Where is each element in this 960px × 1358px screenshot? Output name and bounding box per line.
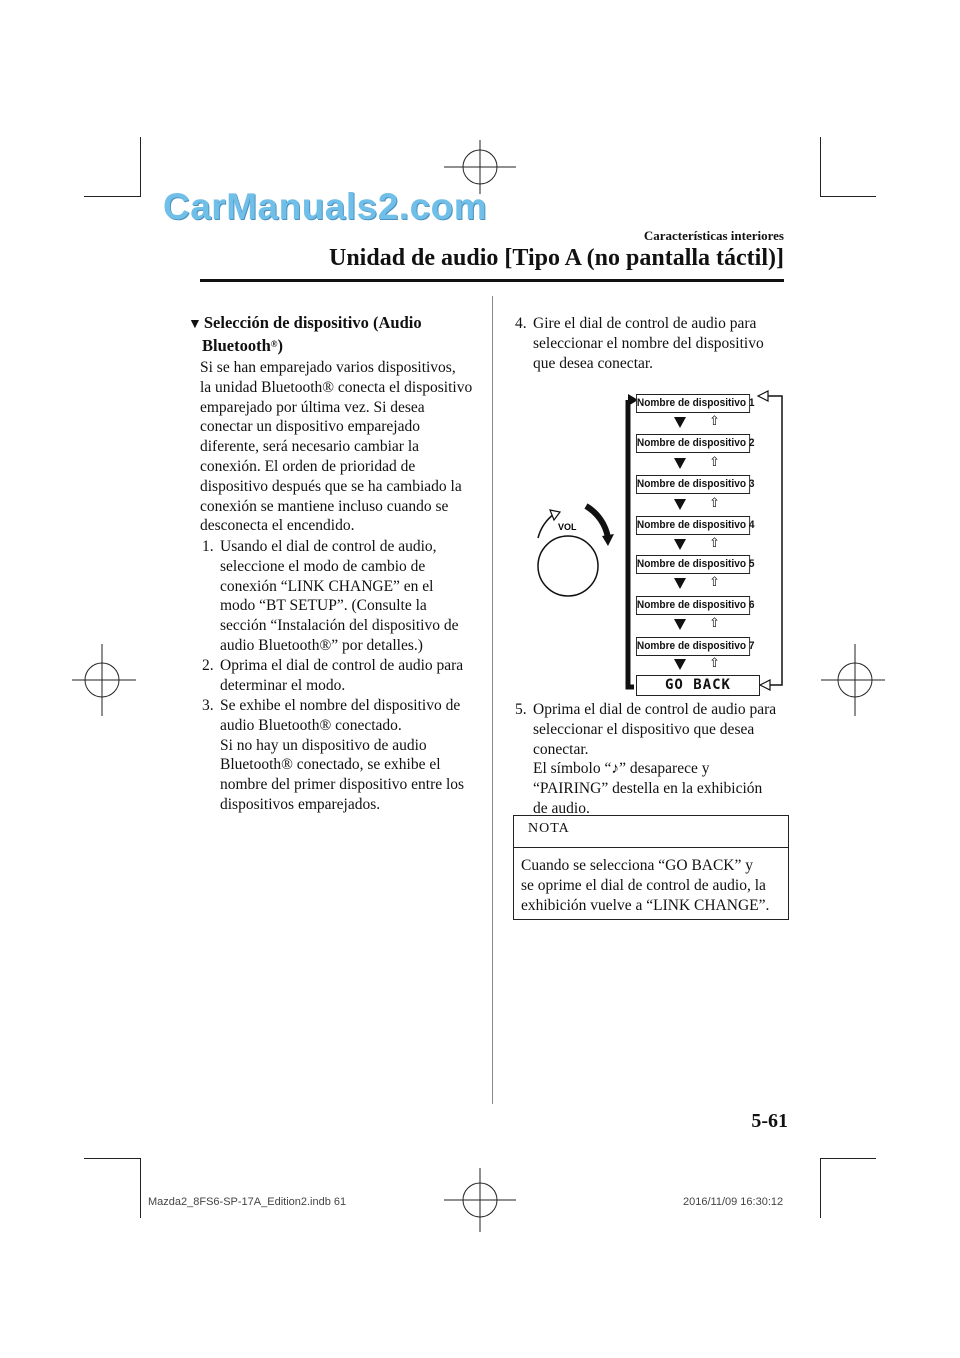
device-item-2: Nombre de dispositivo 2 — [636, 434, 750, 453]
device-item-3: Nombre de dispositivo 3 — [636, 475, 750, 494]
page-number: 5-61 — [751, 1110, 788, 1132]
arrow-down-icon — [674, 619, 686, 630]
arrow-down-icon — [674, 659, 686, 670]
note-divider — [513, 847, 789, 848]
registration-mark-bottom — [440, 1160, 520, 1240]
device-item-6: Nombre de dispositivo 6 — [636, 596, 750, 615]
vol-label: VOL — [558, 522, 577, 532]
arrow-up-outline-icon: ⇧ — [709, 414, 720, 429]
arrow-down-icon — [674, 458, 686, 469]
column-divider — [492, 296, 493, 1104]
device-item-7: Nombre de dispositivo 7 — [636, 637, 750, 656]
watermark-logo[interactable]: CarManuals2.com — [163, 186, 488, 227]
device-item-1: Nombre de dispositivo 1 — [636, 394, 750, 413]
arrow-down-icon — [674, 417, 686, 428]
intro-paragraph: Si se han emparejado varios dispositivos, la unidad Bluetooth® conecta el dispositivo emparejado por última vez. Si desea conectar un dispositivo emparejado diferente, será necesario cambiar la conexión. El orden de prioridad de dispositivo después que se ha cambiado la conexión se mantiene incluso cuando se desconecta el encendido. — [200, 359, 473, 535]
arrow-up-outline-icon: ⇧ — [709, 536, 720, 551]
device-item-4: Nombre de dispositivo 4 — [636, 516, 750, 535]
arrow-up-outline-icon: ⇧ — [709, 656, 720, 671]
device-item-5: Nombre de dispositivo 5 — [636, 555, 750, 574]
registration-mark-left — [62, 640, 142, 720]
section-label: Características interiores — [643, 228, 784, 243]
triangle-down-icon: ▼ — [188, 317, 202, 332]
title-rule — [200, 279, 784, 282]
footer-timestamp: 2016/11/09 16:30:12 — [683, 1196, 784, 1208]
section-heading: ▼ Selección de dispositivo (Audio Bluetooth®) — [188, 313, 422, 355]
arrow-down-icon — [674, 578, 686, 589]
arrow-down-icon — [674, 539, 686, 550]
arrow-up-outline-icon: ⇧ — [709, 616, 720, 631]
footer-filename: Mazda2_8FS6-SP-17A_Edition2.indb 61 — [148, 1196, 347, 1208]
note-text: Cuando se selecciona “GO BACK” y se oprime el dial de control de audio, la exhibición vuelve a “LINK CHANGE”. — [521, 857, 770, 914]
arrow-up-outline-icon: ⇧ — [709, 575, 720, 590]
arrow-up-outline-icon: ⇧ — [709, 455, 720, 470]
page-title: Unidad de audio [Tipo A (no pantalla táctil)] — [329, 245, 784, 271]
registration-mark-right — [815, 640, 895, 720]
note-title: NOTA — [528, 821, 570, 836]
arrow-up-outline-icon: ⇧ — [709, 496, 720, 511]
arrow-down-icon — [674, 499, 686, 510]
go-back-item: GO BACK — [636, 675, 760, 696]
